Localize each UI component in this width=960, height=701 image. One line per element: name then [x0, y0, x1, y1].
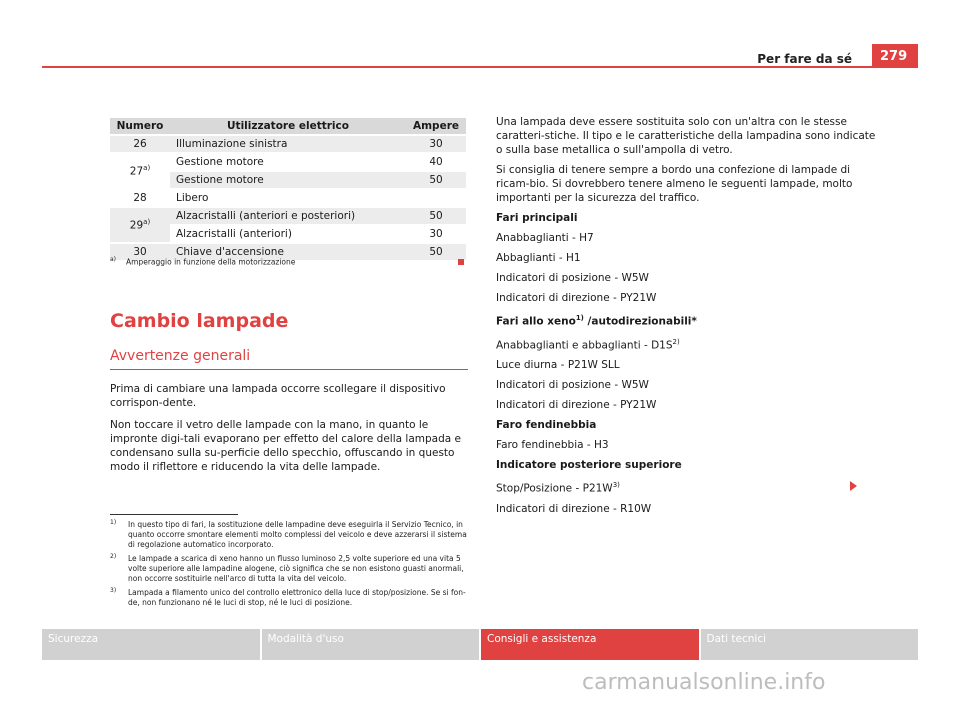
cell-user: Chiave d'accensione: [170, 244, 406, 260]
col-header-numero: Numero: [110, 118, 170, 134]
list-item: Indicatori di direzione - R10W: [496, 502, 652, 515]
paragraph-spare: Si consiglia di tenere sempre a bordo una confezione di lampade di ricam-bio. Si dovrebbero tenere almeno le seguenti lampade, molto importanti per la sicurezza del traffico.: [496, 164, 853, 204]
section-subtitle: Avvertenze generali: [110, 348, 251, 364]
cell-amp: [406, 190, 466, 206]
list-item: Abbaglianti - H1: [496, 252, 581, 264]
cell-user: Alzacristalli (anteriori): [176, 228, 292, 240]
page-number: 279: [872, 44, 918, 68]
page-header-title: Per fare da sé: [757, 52, 852, 66]
list-item: Faro fendinebbia - H3: [496, 439, 609, 451]
tab-consigli-assistenza[interactable]: Consigli e assistenza: [481, 629, 699, 660]
footnotes: [110, 520, 470, 612]
table-row: [110, 154, 466, 170]
cell-user: Illuminazione sinistra: [170, 136, 406, 152]
section-title: Cambio lampade: [110, 310, 289, 332]
table-note-ref: a): [143, 164, 151, 173]
cell-user: Alzacristalli (anteriori e posteriori): [170, 208, 406, 224]
chapter-nav: [42, 629, 918, 660]
table-footnote: $^{a)}$ Amperaggio in funzione della motorizzazione: [110, 256, 296, 267]
cell-user: Gestione motore: [170, 172, 406, 188]
watermark: carmanualsonline.info: [582, 670, 826, 695]
list-item: Indicatori di posizione - W5W: [496, 272, 649, 284]
paragraph-replace: Una lampada deve essere sostituita solo con un'altra con le stesse caratteri-stiche. Il tipo e le caratteristiche della lampadina sono indicate o sulla base metallica o sull'ampolla di vetro.: [496, 116, 876, 156]
footnote: 1) In questo tipo di fari, la sostituzione delle lampadine deve eseguirla il Servizio Tecnico, in quanto occorre smontare elementi molto complessi del veicolo e deve azzerarsi il sistema di regolazione automatico incorporato.: [110, 519, 467, 549]
end-marker-icon: [458, 259, 464, 265]
list-item: Anabbaglianti e abbaglianti - $D1S^{2)}$: [496, 337, 680, 351]
col-header-utilizzatore: Utilizzatore elettrico: [170, 118, 406, 134]
table-note-ref: a): [143, 218, 151, 227]
cell-amp: 50: [406, 208, 466, 224]
footnote-rule: [110, 514, 238, 515]
footnote: 3) Lampada a filamento unico del controllo elettronico della luce di stop/posizione. Se si fon-de, non funzionano né le luci di stop, né le luci di posizione.: [110, 587, 466, 607]
cell-amp: 30: [406, 136, 466, 152]
cell-amp: 40: [429, 156, 443, 168]
tab-dati-tecnici[interactable]: Dati tecnici: [701, 629, 919, 660]
heading-fari-principali: Fari principali: [496, 212, 578, 224]
list-item: Luce diurna - P21W SLL: [496, 359, 620, 371]
list-item: Indicatori di direzione - PY21W: [496, 292, 657, 304]
cell-num: 29$^{a)}$: [110, 208, 170, 242]
heading-fari-xeno: Fari allo xeno$^{1)}$ /autodirezionabili*: [496, 314, 697, 328]
table-row: [110, 190, 466, 206]
cell-num: 26: [110, 136, 170, 152]
subtitle-rule: [110, 369, 468, 370]
tab-sicurezza[interactable]: Sicurezza: [42, 629, 260, 660]
list-item: Anabbaglianti - H7: [496, 232, 594, 244]
list-item: Indicatori di posizione - W5W: [496, 379, 649, 391]
cell-num: 27$^{a)}$: [129, 164, 151, 178]
heading-posteriore: Indicatore posteriore superiore: [496, 459, 682, 471]
table-row: [110, 208, 466, 224]
tab-modalita-uso[interactable]: Modalità d'uso: [262, 629, 480, 660]
cell-user: Gestione motore: [176, 156, 264, 168]
table-header-row: [110, 118, 466, 134]
cell-user: Libero: [176, 192, 209, 204]
fuse-table: [110, 116, 466, 262]
cell-num: 28: [133, 192, 147, 204]
right-column: [496, 115, 876, 516]
header-rule: [42, 66, 918, 68]
table-row: [110, 136, 466, 152]
cell-amp: 50: [406, 172, 466, 188]
cell-amp: 30: [429, 228, 443, 240]
list-item: Stop/Posizione - $P21W^{3)}$: [496, 481, 620, 495]
list-item: Indicatori di direzione - PY21W: [496, 399, 657, 411]
continue-arrow-icon: [850, 481, 857, 491]
cell-amp: 50: [406, 244, 466, 260]
footnote: 2) Le lampade a scarica di xeno hanno un flusso luminoso 2,5 volte superiore ed una vita 5 volte superiore alle lampadine alogene, ciò significa che se non esistono guasti anormali, non occorre sostituirle nell'arco di tutta la vita del veicolo.: [110, 553, 464, 583]
cell-num: 30: [110, 244, 170, 260]
paragraph-intro: Prima di cambiare una lampada occorre scollegare il dispositivo corrispon-dente.: [110, 383, 446, 409]
paragraph-glass: Non toccare il vetro delle lampade con la mano, in quanto le impronte digi-tali evaporano per effetto del calore della lampada e condensano sulla su-perficie dello specchio, offuscando in questo modo il riflettore e riducendo la vita delle lampade.: [110, 419, 461, 473]
col-header-ampere: Ampere: [406, 118, 466, 134]
table-footnote-marker: a): [110, 256, 117, 263]
heading-fendinebbia: Faro fendinebbia: [496, 419, 597, 431]
